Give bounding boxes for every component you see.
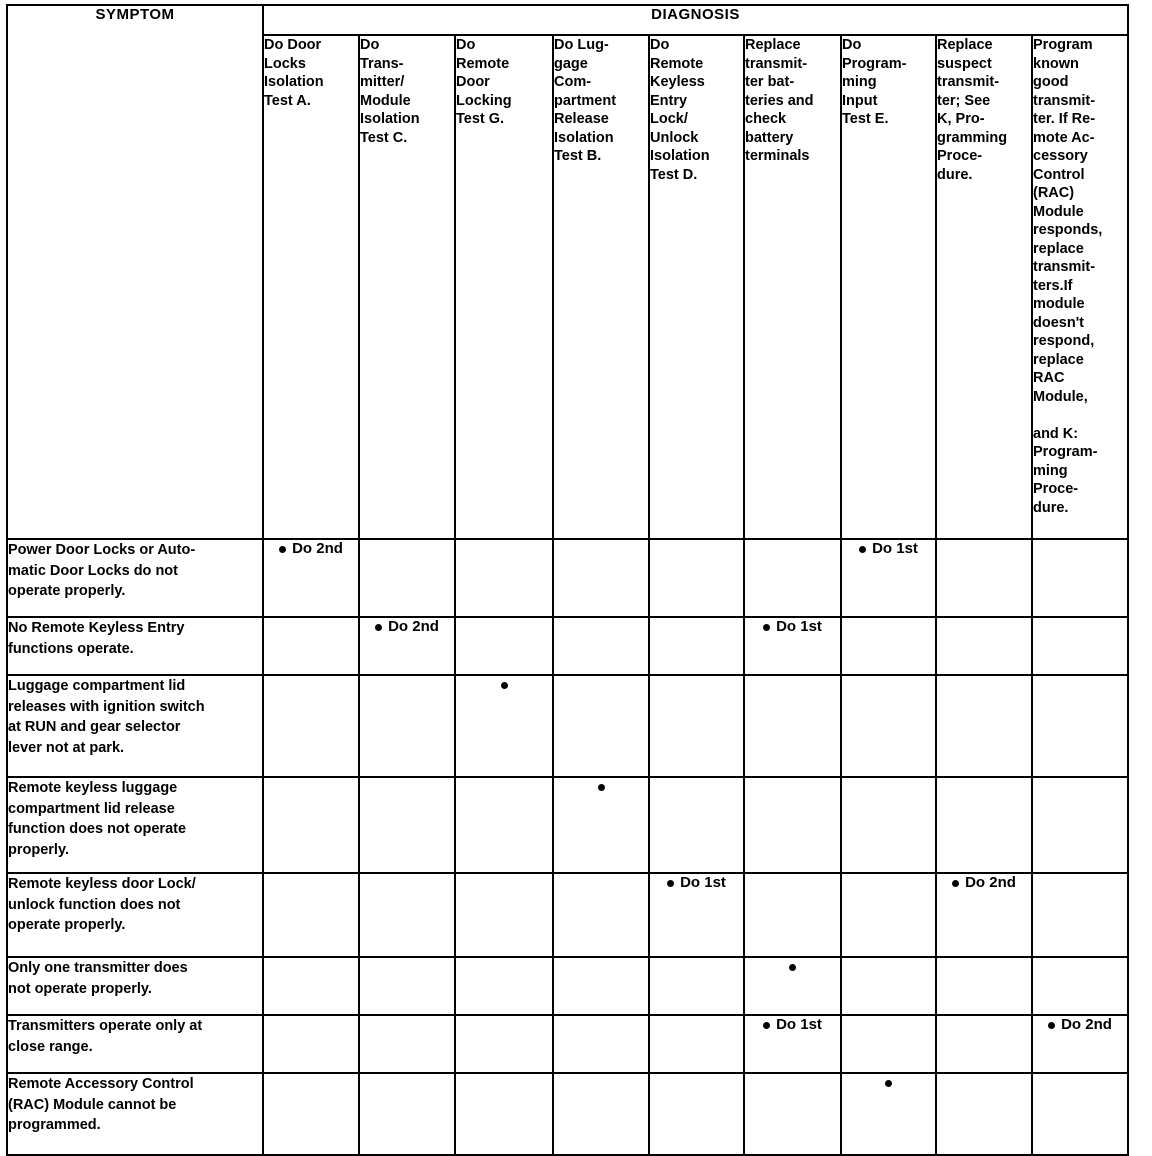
mark-cell: [841, 1015, 936, 1073]
step-order-label: Do 1st: [776, 1016, 822, 1033]
mark-cell: [936, 957, 1032, 1015]
mark-cell: [649, 617, 744, 675]
mark-cell: [936, 1073, 1032, 1155]
bullet-icon: [598, 784, 605, 791]
column-header-3: Do Remote Door Locking Test G.: [455, 35, 553, 539]
symptom-cell: [7, 873, 263, 957]
mark-cell: [455, 957, 553, 1015]
mark-cell: [936, 617, 1032, 675]
column-header-5: Do Remote Keyless Entry Lock/ Unlock Isolation Test D.: [649, 35, 744, 539]
mark-cell: [1032, 873, 1128, 957]
table-row: [7, 539, 1128, 617]
table-row: [7, 957, 1128, 1015]
bullet-icon: [763, 1022, 770, 1029]
mark-cell: [1032, 957, 1128, 1015]
mark-cell: [1032, 777, 1128, 873]
step-order-label: Do 2nd: [965, 874, 1016, 891]
step-order-label: Do 2nd: [292, 540, 343, 557]
mark-cell: [841, 957, 936, 1015]
mark-cell: [455, 539, 553, 617]
mark-cell: [455, 777, 553, 873]
symptom-text: No Remote Keyless Entry functions operate.: [8, 620, 185, 657]
column-header-9: Program known good transmit- ter. If Re- mote Ac- cessory Control (RAC) Module responds, replace transmit- ters.If module doesn't respond, replace RAC Module, and K: Program- ming Proce- dure.: [1032, 35, 1128, 539]
mark-cell: [1032, 1015, 1128, 1073]
mark-cell: [263, 539, 359, 617]
mark-cell: [263, 675, 359, 777]
mark-cell: [263, 777, 359, 873]
mark-cell: [841, 777, 936, 873]
mark-cell: [744, 777, 841, 873]
column-header-4: Do Lug- gage Com- partment Release Isolation Test B.: [553, 35, 649, 539]
mark-cell: [359, 873, 455, 957]
mark-cell: [1032, 1073, 1128, 1155]
table-row: [7, 617, 1128, 675]
mark-cell: [841, 873, 936, 957]
mark-cell: [553, 617, 649, 675]
mark-cell: [936, 539, 1032, 617]
mark-cell: [553, 675, 649, 777]
symptom-cell: [7, 675, 263, 777]
mark-cell: [841, 1073, 936, 1155]
bullet-icon: [789, 964, 796, 971]
mark-cell: [359, 1015, 455, 1073]
mark-cell: [649, 1073, 744, 1155]
symptom-cell: [7, 617, 263, 675]
table-row: [7, 777, 1128, 873]
symptom-cell: [7, 1015, 263, 1073]
mark-cell: [455, 617, 553, 675]
bullet-icon: [1048, 1022, 1055, 1029]
bullet-icon: [763, 624, 770, 631]
mark-cell: [649, 1015, 744, 1073]
mark-cell: [649, 957, 744, 1015]
bullet-icon: [501, 682, 508, 689]
column-header-8: Replace suspect transmit- ter; See K, Pro- gramming Proce- dure.: [936, 35, 1032, 539]
column-header-1: Do Door Locks Isolation Test A.: [263, 35, 359, 539]
mark-cell: [359, 539, 455, 617]
mark-cell: [455, 1073, 553, 1155]
mark-cell: [455, 675, 553, 777]
mark-cell: [744, 957, 841, 1015]
mark-cell: [263, 1073, 359, 1155]
mark-cell: [649, 539, 744, 617]
symptom-header: SYMPTOM: [7, 5, 263, 539]
diagnosis-header: DIAGNOSIS: [263, 5, 1128, 35]
mark-cell: [263, 873, 359, 957]
mark-cell: [744, 617, 841, 675]
mark-cell: [359, 777, 455, 873]
mark-cell: [841, 617, 936, 675]
symptom-text: Power Door Locks or Auto- matic Door Locks do not operate properly.: [8, 542, 196, 600]
mark-cell: [359, 1073, 455, 1155]
mark-cell: [359, 617, 455, 675]
step-order-label: Do 2nd: [388, 618, 439, 635]
mark-cell: [553, 1073, 649, 1155]
column-header-7: Do Program- ming Input Test E.: [841, 35, 936, 539]
column-header-2: Do Trans- mitter/ Module Isolation Test C.: [359, 35, 455, 539]
mark-cell: [936, 675, 1032, 777]
mark-cell: [841, 539, 936, 617]
table-row: [7, 675, 1128, 777]
mark-cell: [553, 539, 649, 617]
mark-cell: [553, 777, 649, 873]
bullet-icon: [885, 1080, 892, 1087]
step-order-label: Do 2nd: [1061, 1016, 1112, 1033]
mark-cell: [936, 873, 1032, 957]
mark-cell: [553, 873, 649, 957]
table-row: [7, 1015, 1128, 1073]
step-order-label: Do 1st: [872, 540, 918, 557]
mark-cell: [1032, 617, 1128, 675]
mark-cell: [263, 957, 359, 1015]
mark-cell: [936, 1015, 1032, 1073]
bullet-icon: [375, 624, 382, 631]
mark-cell: [263, 1015, 359, 1073]
mark-cell: [649, 777, 744, 873]
mark-cell: [744, 873, 841, 957]
mark-cell: [841, 675, 936, 777]
mark-cell: [649, 675, 744, 777]
bullet-icon: [667, 880, 674, 887]
symptom-text: Only one transmitter does not operate properly.: [8, 960, 188, 997]
table-row: [7, 1073, 1128, 1155]
symptom-cell: [7, 777, 263, 873]
mark-cell: [553, 1015, 649, 1073]
step-order-label: Do 1st: [680, 874, 726, 891]
symptom-text: Transmitters operate only at close range.: [8, 1018, 203, 1055]
symptom-text: Luggage compartment lid releases with ignition switch at RUN and gear selector lever not at park.: [8, 678, 205, 756]
bullet-icon: [859, 546, 866, 553]
symptom-text: Remote keyless luggage compartment lid release function does not operate properly.: [8, 780, 187, 858]
symptom-cell: [7, 957, 263, 1015]
mark-cell: [744, 1015, 841, 1073]
mark-cell: [744, 539, 841, 617]
mark-cell: [455, 873, 553, 957]
mark-cell: [1032, 539, 1128, 617]
symptom-cell: [7, 1073, 263, 1155]
mark-cell: [1032, 675, 1128, 777]
mark-cell: [553, 957, 649, 1015]
mark-cell: [359, 957, 455, 1015]
mark-cell: [744, 675, 841, 777]
bullet-icon: [952, 880, 959, 887]
mark-cell: [744, 1073, 841, 1155]
symptom-cell: [7, 539, 263, 617]
mark-cell: [455, 1015, 553, 1073]
mark-cell: [263, 617, 359, 675]
table-row: [7, 873, 1128, 957]
symptom-text: Remote keyless door Lock/ unlock function does not operate properly.: [8, 876, 196, 934]
column-header-6: Replace transmit- ter bat- teries and check battery terminals: [744, 35, 841, 539]
bullet-icon: [279, 546, 286, 553]
diagnosis-table: [6, 4, 1129, 1156]
step-order-label: Do 1st: [776, 618, 822, 635]
mark-cell: [649, 873, 744, 957]
symptom-text: Remote Accessory Control (RAC) Module cannot be programmed.: [8, 1076, 194, 1134]
mark-cell: [359, 675, 455, 777]
mark-cell: [936, 777, 1032, 873]
